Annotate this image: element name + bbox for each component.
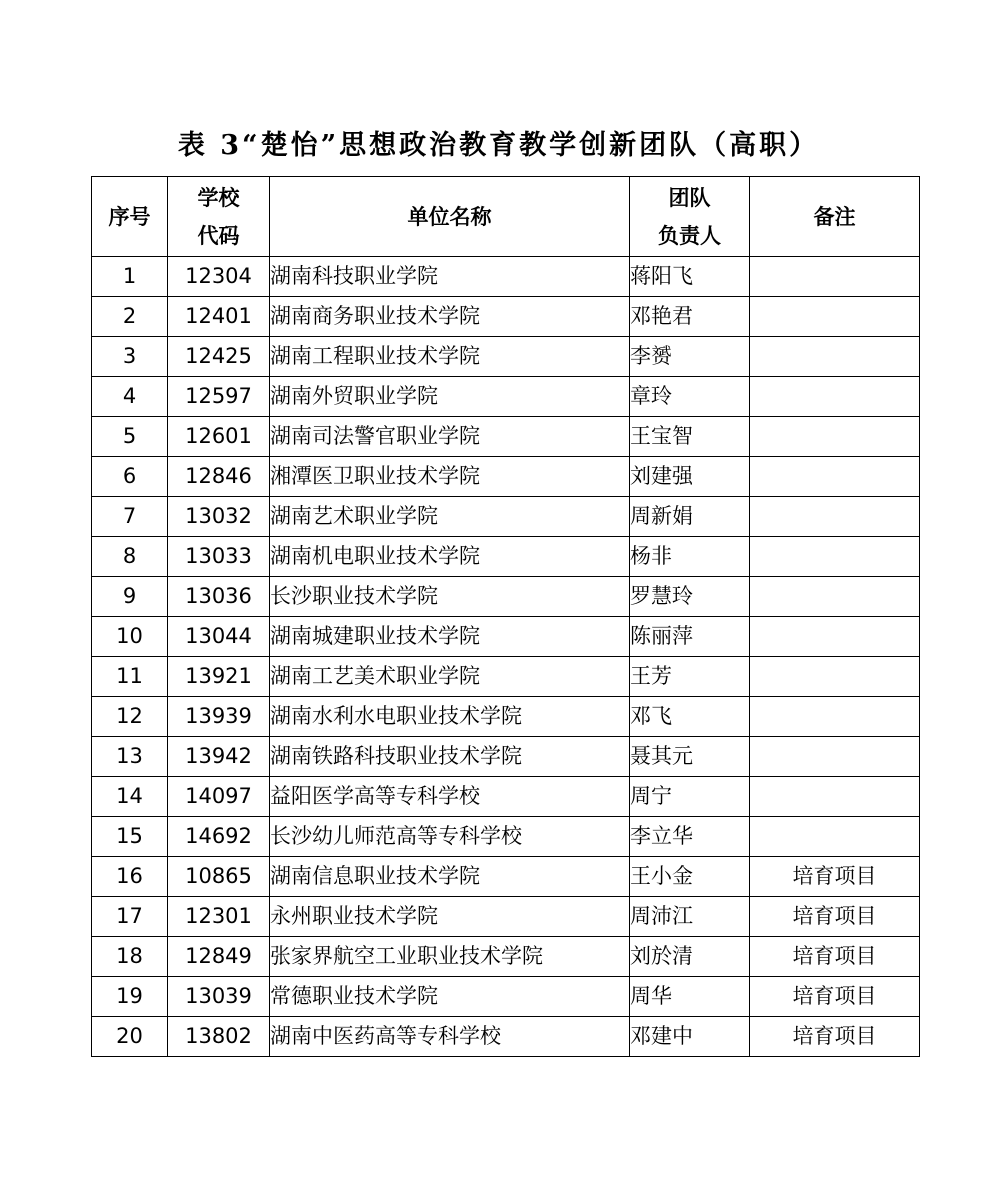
cell-school-code: 12601	[168, 417, 270, 457]
cell-index: 17	[92, 897, 168, 937]
cell-note	[750, 337, 920, 377]
header-code-line2: 代码	[197, 223, 240, 248]
cell-school-code: 13036	[168, 577, 270, 617]
table-row	[92, 697, 920, 737]
cell-note	[750, 457, 920, 497]
cell-index: 3	[92, 337, 168, 377]
cell-note	[750, 817, 920, 857]
table-header-row	[92, 177, 920, 257]
cell-index: 7	[92, 497, 168, 537]
table-row	[92, 457, 920, 497]
table-row	[92, 897, 920, 937]
table-row	[92, 857, 920, 897]
cell-note	[750, 417, 920, 457]
cell-unit-name: 湘潭医卫职业技术学院	[270, 457, 630, 497]
table-row	[92, 337, 920, 377]
cell-school-code: 14097	[168, 777, 270, 817]
cell-unit-name: 常德职业技术学院	[270, 977, 630, 1017]
table-row	[92, 497, 920, 537]
table-row	[92, 297, 920, 337]
header-index: 序号	[92, 177, 168, 257]
header-leader-line2: 负责人	[658, 223, 721, 248]
cell-index: 12	[92, 697, 168, 737]
table-row	[92, 577, 920, 617]
cell-note	[750, 777, 920, 817]
cell-team-leader: 蒋阳飞	[630, 257, 750, 297]
cell-index: 11	[92, 657, 168, 697]
cell-note	[750, 737, 920, 777]
cell-unit-name: 湖南科技职业学院	[270, 257, 630, 297]
cell-unit-name: 长沙职业技术学院	[270, 577, 630, 617]
cell-note	[750, 577, 920, 617]
cell-index: 13	[92, 737, 168, 777]
cell-unit-name: 湖南司法警官职业学院	[270, 417, 630, 457]
cell-unit-name: 湖南城建职业技术学院	[270, 617, 630, 657]
cell-team-leader: 刘建强	[630, 457, 750, 497]
cell-index: 19	[92, 977, 168, 1017]
cell-team-leader: 王宝智	[630, 417, 750, 457]
cell-unit-name: 湖南机电职业技术学院	[270, 537, 630, 577]
cell-unit-name: 湖南工程职业技术学院	[270, 337, 630, 377]
cell-index: 8	[92, 537, 168, 577]
cell-index: 15	[92, 817, 168, 857]
cell-school-code: 10865	[168, 857, 270, 897]
header-note: 备注	[750, 177, 920, 257]
cell-unit-name: 湖南工艺美术职业学院	[270, 657, 630, 697]
table-row	[92, 417, 920, 457]
table-row	[92, 817, 920, 857]
cell-school-code: 12597	[168, 377, 270, 417]
cell-index: 4	[92, 377, 168, 417]
cell-team-leader: 邓艳君	[630, 297, 750, 337]
table-row	[92, 937, 920, 977]
teams-table	[91, 176, 920, 1057]
cell-note: 培育项目	[750, 1017, 920, 1057]
cell-unit-name: 湖南铁路科技职业技术学院	[270, 737, 630, 777]
cell-team-leader: 周宁	[630, 777, 750, 817]
cell-note	[750, 297, 920, 337]
cell-team-leader: 王芳	[630, 657, 750, 697]
cell-school-code: 12401	[168, 297, 270, 337]
cell-team-leader: 周华	[630, 977, 750, 1017]
cell-unit-name: 湖南水利水电职业技术学院	[270, 697, 630, 737]
cell-index: 14	[92, 777, 168, 817]
cell-index: 5	[92, 417, 168, 457]
cell-school-code: 14692	[168, 817, 270, 857]
cell-team-leader: 刘於清	[630, 937, 750, 977]
cell-school-code: 12301	[168, 897, 270, 937]
table-row	[92, 737, 920, 777]
table-row	[92, 377, 920, 417]
cell-team-leader: 罗慧玲	[630, 577, 750, 617]
cell-note	[750, 497, 920, 537]
cell-note	[750, 617, 920, 657]
table-row	[92, 777, 920, 817]
cell-note	[750, 537, 920, 577]
cell-index: 1	[92, 257, 168, 297]
cell-unit-name: 湖南商务职业技术学院	[270, 297, 630, 337]
cell-team-leader: 王小金	[630, 857, 750, 897]
cell-index: 6	[92, 457, 168, 497]
header-code	[168, 177, 270, 257]
table-row	[92, 537, 920, 577]
cell-school-code: 13939	[168, 697, 270, 737]
header-leader-line1: 团队	[668, 185, 711, 210]
cell-note	[750, 257, 920, 297]
cell-team-leader: 杨非	[630, 537, 750, 577]
cell-note: 培育项目	[750, 857, 920, 897]
cell-school-code: 12304	[168, 257, 270, 297]
table-row	[92, 617, 920, 657]
cell-school-code: 13802	[168, 1017, 270, 1057]
cell-unit-name: 湖南中医药高等专科学校	[270, 1017, 630, 1057]
cell-index: 9	[92, 577, 168, 617]
header-unit: 单位名称	[270, 177, 630, 257]
cell-team-leader: 聂其元	[630, 737, 750, 777]
cell-unit-name: 张家界航空工业职业技术学院	[270, 937, 630, 977]
cell-unit-name: 湖南信息职业技术学院	[270, 857, 630, 897]
cell-note: 培育项目	[750, 897, 920, 937]
cell-school-code: 13039	[168, 977, 270, 1017]
cell-unit-name: 永州职业技术学院	[270, 897, 630, 937]
cell-index: 10	[92, 617, 168, 657]
cell-team-leader: 邓飞	[630, 697, 750, 737]
cell-school-code: 12846	[168, 457, 270, 497]
cell-index: 20	[92, 1017, 168, 1057]
cell-unit-name: 长沙幼儿师范高等专科学校	[270, 817, 630, 857]
cell-note	[750, 657, 920, 697]
cell-unit-name: 湖南艺术职业学院	[270, 497, 630, 537]
cell-note: 培育项目	[750, 977, 920, 1017]
cell-index: 18	[92, 937, 168, 977]
cell-note: 培育项目	[750, 937, 920, 977]
cell-team-leader: 李立华	[630, 817, 750, 857]
cell-school-code: 13032	[168, 497, 270, 537]
cell-school-code: 13044	[168, 617, 270, 657]
cell-note	[750, 697, 920, 737]
cell-school-code: 12849	[168, 937, 270, 977]
table-row	[92, 257, 920, 297]
cell-team-leader: 陈丽萍	[630, 617, 750, 657]
cell-unit-name: 湖南外贸职业学院	[270, 377, 630, 417]
cell-unit-name: 益阳医学高等专科学校	[270, 777, 630, 817]
cell-note	[750, 377, 920, 417]
header-code-line1: 学校	[197, 185, 240, 210]
cell-team-leader: 周沛江	[630, 897, 750, 937]
page-title: 表 3“楚怡”思想政治教育教学创新团队（高职）	[177, 130, 820, 161]
cell-school-code: 13921	[168, 657, 270, 697]
cell-index: 2	[92, 297, 168, 337]
cell-index: 16	[92, 857, 168, 897]
cell-team-leader: 李赟	[630, 337, 750, 377]
cell-team-leader: 邓建中	[630, 1017, 750, 1057]
cell-school-code: 12425	[168, 337, 270, 377]
cell-team-leader: 章玲	[630, 377, 750, 417]
table-row	[92, 977, 920, 1017]
header-leader	[630, 177, 750, 257]
table-row	[92, 657, 920, 697]
cell-school-code: 13942	[168, 737, 270, 777]
cell-team-leader: 周新娟	[630, 497, 750, 537]
table-row	[92, 1017, 920, 1057]
cell-school-code: 13033	[168, 537, 270, 577]
